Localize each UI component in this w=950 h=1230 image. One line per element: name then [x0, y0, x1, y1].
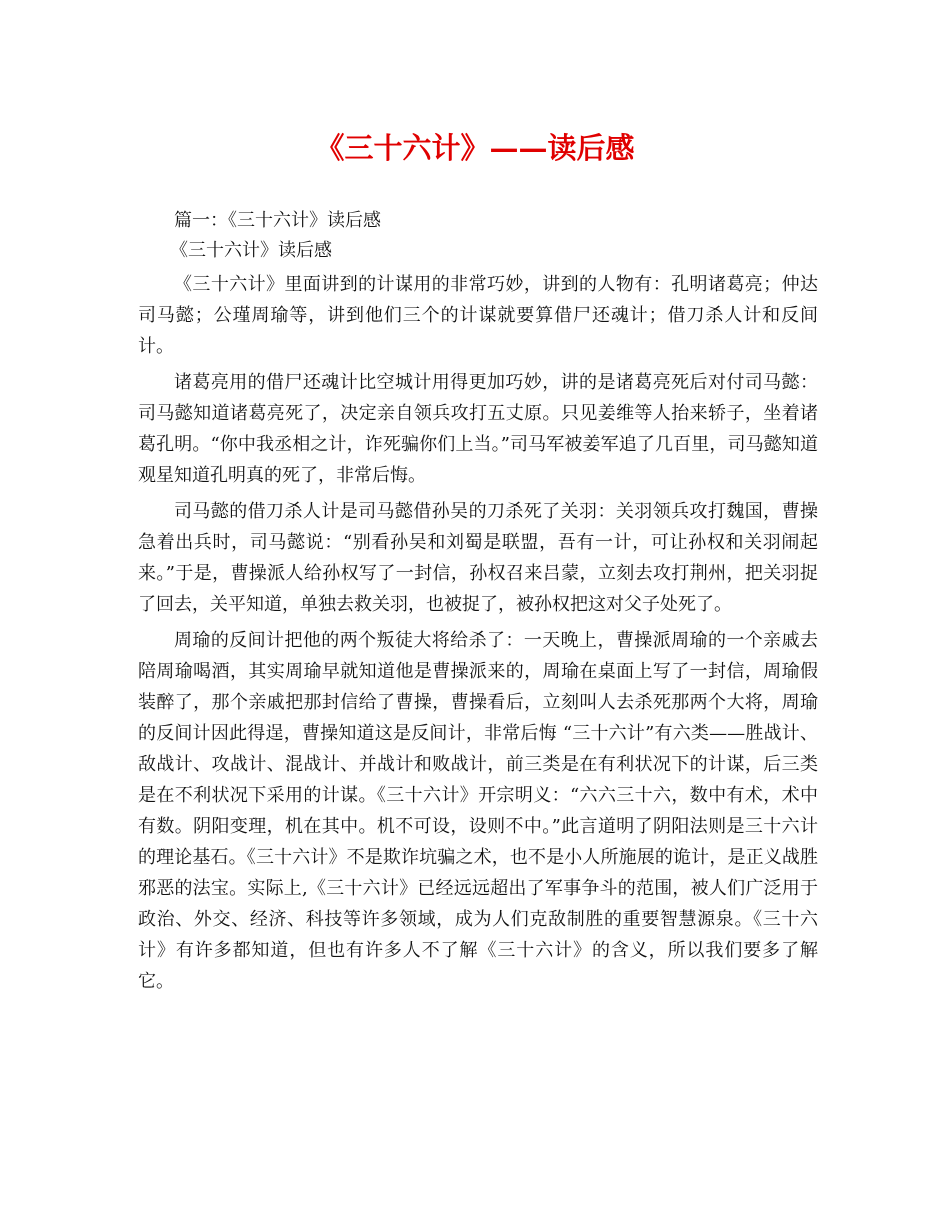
- document-body: [138, 206, 818, 997]
- paragraph-1: 《三十六计》里面讲到的计谋用的非常巧妙，讲到的人物有：孔明诸葛亮；仲达司马懿；公瑾周瑜等，讲到他们三个的计谋就要算借尸还魂计；借刀杀人计和反间计。: [138, 274, 818, 357]
- paragraph-2: 诸葛亮用的借尸还魂计比空城计用得更加巧妙，讲的是诸葛亮死后对付司马懿：司马懿知道诸葛亮死了，决定亲自领兵攻打五丈原。只见姜维等人抬来轿子，坐着诸葛孔明。“你中我丞相之计，诈死骗你们上当。”司马军被姜军追了几百里，司马懿知道观星知道孔明真的死了，非常后悔。: [138, 372, 818, 486]
- paragraph-3: 司马懿的借刀杀人计是司马懿借孙吴的刀杀死了关羽：关羽领兵攻打魏国，曹操急着出兵时，司马懿说：“别看孙吴和刘蜀是联盟，吾有一计，可让孙权和关羽闹起来。”于是，曹操派人给孙权写了一封信，孙权召来吕蒙，立刻去攻打荆州，把关羽捉了回去，关平知道，单独去救关羽，也被捉了，被孙权把这对父子处死了。: [138, 501, 818, 615]
- paragraph-4: 周瑜的反间计把他的两个叛徒大将给杀了：一天晚上，曹操派周瑜的一个亲戚去陪周瑜喝酒，其实周瑜早就知道他是曹操派来的，周瑜在桌面上写了一封信，周瑜假装醉了，那个亲戚把那封信给了曹操，曹操看后，立刻叫人去杀死那两个大将，周瑜的反间计因此得逞，曹操知道这是反间计，非常后悔 “三十六计”有六类——胜战计、敌战计、攻战计、混战计、并战计和败战计，前三类是在有利状况下的计谋，后三类是在不利状况下采用的计谋。《三十六计》开宗明义：“六六三十六，数中有术，术中有数。阴阳变理，机在其中。机不可设，设则不中。”此言道明了阴阳法则是三十六计的理论基石。《三十六计》不是欺诈坑骗之术，也不是小人所施展的诡计，是正义战胜邪恶的法宝。实际上,《三十六计》已经远远超出了军事争斗的范围，被人们广泛用于政治、外交、经济、科技等许多领域，成为人们克敌制胜的重要智慧源泉。《三十六计》有许多都知道，但也有许多人不了解《三十六计》的含义，所以我们要多了解它。: [138, 630, 818, 992]
- sub-heading: 《三十六计》读后感: [170, 240, 332, 261]
- section-heading: 篇一：《三十六计》读后感: [174, 210, 381, 231]
- document-title: 《三十六计》——读后感: [315, 131, 635, 165]
